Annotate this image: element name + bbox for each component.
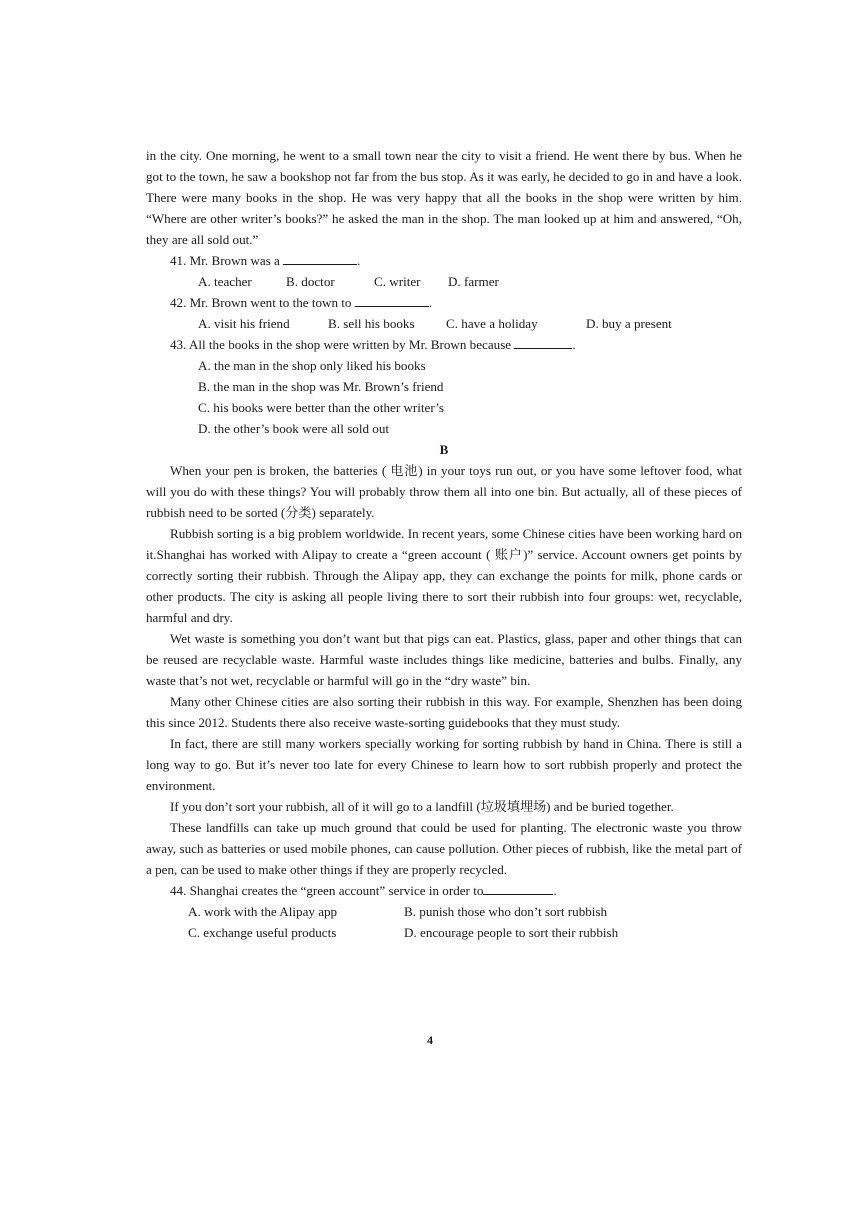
passage-b-paragraph-2: Rubbish sorting is a big problem worldwide. In recent years, some Chinese cities have been working hard on it.Shanghai has worked with Alipay to create a “green account ( 账户)” service. Account owners get points by correctly sorting their rubbish. Through the Alipay app, they can exchange the points for milk, phone cards or other products. The city is asking all people living there to sort their rubbish into four groups: wet, recyclable, harmful and dry. — [146, 526, 742, 625]
passage-b-paragraph-4: Many other Chinese cities are also sorting their rubbish in this way. For example, Shenzhen has been doing this since 2012. Students there also receive waste-sorting guidebooks that they must study. — [146, 694, 742, 730]
question-41-stem: 41. Mr. Brown was a — [170, 253, 280, 268]
question-42-stem: 42. Mr. Brown went to the town to — [170, 295, 352, 310]
question-43 — [170, 334, 742, 355]
question-42 — [170, 292, 742, 313]
answer-blank-43 — [514, 334, 572, 349]
option-41-c: C. writer — [374, 274, 421, 289]
answer-blank-44 — [483, 880, 553, 895]
option-41-d: D. farmer — [448, 274, 499, 289]
option-44-d: D. encourage people to sort their rubbish — [404, 925, 619, 940]
passage-b-paragraph-7: These landfills can take up much ground that could be used for planting. The electronic waste you throw away, such as batteries or used mobile phones, can cause pollution. Other pieces of rubbish, like the metal part of a pen, can be used to make other things if they are properly recycled. — [146, 820, 742, 877]
question-41-options — [198, 271, 742, 292]
option-43-d: D. the other’s book were all sold out — [198, 421, 390, 436]
question-41 — [170, 250, 742, 271]
passage-a-tail: in the city. One morning, he went to a small town near the city to visit a friend. He went there by bus. When he got to the town, he saw a bookshop not far from the bus stop. As it was early, he decided to go in and have a look. There were many books in the shop. He was very happy that all the books in the shop were written by him. “Where are other writer’s books?” he asked the man in the shop. The man looked up at him and answered, “Oh, they are all sold out.” — [146, 148, 742, 247]
question-42-end: . — [428, 295, 433, 310]
question-44-stem: 44. Shanghai creates the “green account” service in order to — [170, 883, 484, 898]
option-41-a: A. teacher — [198, 274, 252, 289]
option-42-a: A. visit his friend — [198, 316, 290, 331]
option-44-c: C. exchange useful products — [188, 925, 337, 940]
question-43-stem: 43. All the books in the shop were written by Mr. Brown because — [170, 337, 512, 352]
option-43-a: A. the man in the shop only liked his books — [198, 358, 426, 373]
passage-b-paragraph-1: When your pen is broken, the batteries ( 电池) in your toys run out, or you have some leftover food, what will you do with these things? You will probably throw them all into one bin. But actually, all of these pieces of rubbish need to be sorted (分类) separately. — [146, 463, 742, 520]
option-43-b: B. the man in the shop was Mr. Brown’s friend — [198, 379, 444, 394]
passage-b-paragraph-3: Wet waste is something you don’t want but that pigs can eat. Plastics, glass, paper and other things that can be reused are recyclable waste. Harmful waste includes things like medicine, batteries and bulbs. Finally, any waste that’s not wet, recyclable or harmful will go in the “dry waste” bin. — [146, 631, 742, 688]
passage-b-paragraph-6: If you don’t sort your rubbish, all of it will go to a landfill (垃圾填埋场) and be buried together. — [170, 799, 674, 814]
question-44-end: . — [553, 883, 557, 898]
option-44-a: A. work with the Alipay app — [188, 904, 338, 919]
question-44-options-row-1 — [188, 901, 742, 922]
option-41-b: B. doctor — [286, 274, 335, 289]
option-42-c: C. have a holiday — [446, 316, 538, 331]
answer-blank-42 — [355, 292, 429, 307]
question-44 — [170, 880, 742, 901]
section-b-title: B — [439, 442, 449, 457]
passage-b-paragraph-5: In fact, there are still many workers specially working for sorting rubbish by hand in China. There is still a long way to go. But it’s never too late for every Chinese to learn how to sort rubbish properly and protect the environment. — [146, 736, 742, 793]
option-42-b: B. sell his books — [328, 316, 415, 331]
question-44-options-row-2 — [188, 922, 742, 943]
option-44-b: B. punish those who don’t sort rubbish — [404, 904, 608, 919]
option-42-d: D. buy a present — [586, 316, 672, 331]
option-43-c: C. his books were better than the other writer’s — [198, 400, 444, 415]
answer-blank-41 — [283, 250, 357, 265]
question-41-end: . — [357, 253, 361, 268]
page-number: 4 — [427, 1033, 433, 1047]
page-content — [146, 145, 742, 943]
question-43-end: . — [572, 337, 576, 352]
question-42-options — [198, 313, 742, 334]
